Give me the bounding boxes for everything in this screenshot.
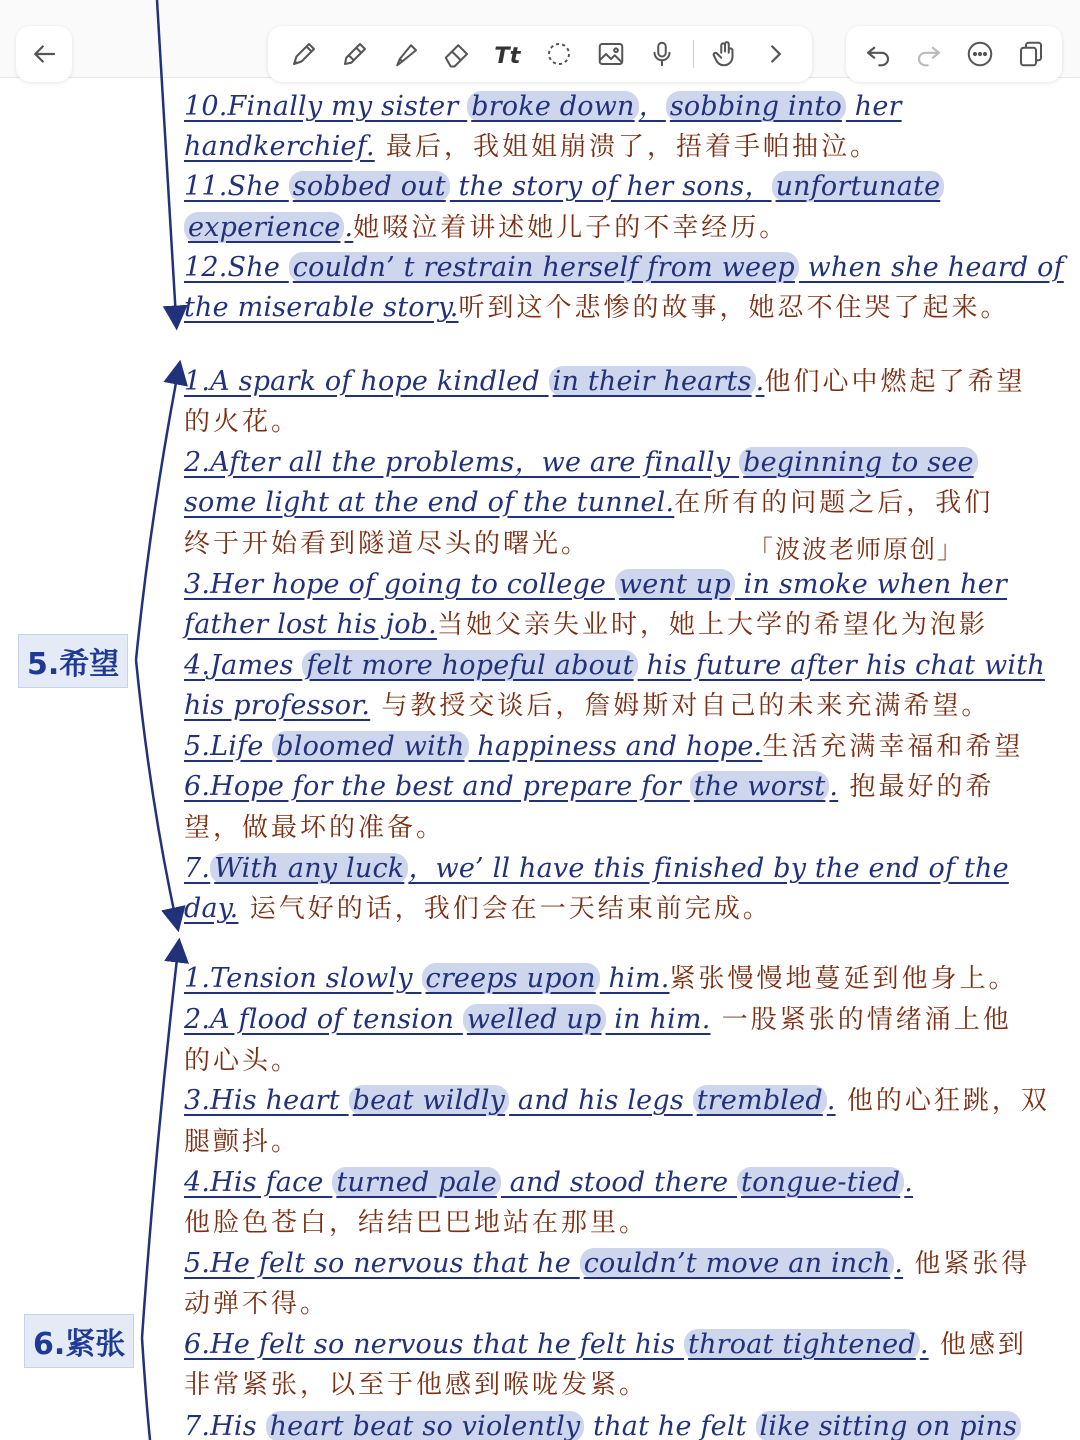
highlight: With any luck	[210, 853, 408, 884]
english-sentence: 2.After all the problems，we are finally beginning to see	[184, 447, 978, 478]
note-line	[184, 1328, 1027, 1362]
english-sentence: some light at the end of the tunnel.	[184, 487, 675, 518]
chinese-translation: 运气好的话，我们会在一天结束前完成。	[238, 894, 772, 924]
note-line	[184, 1247, 1030, 1281]
undo-icon[interactable]	[858, 34, 898, 74]
toolbar	[0, 0, 1080, 78]
highlight: sobbing into	[666, 91, 846, 122]
arrow-left-icon[interactable]	[24, 34, 64, 74]
note-line	[184, 90, 902, 124]
chinese-translation: 他的心狂跳，双	[835, 1086, 1050, 1116]
chinese-translation: 动弹不得。	[184, 1289, 330, 1319]
chinese-translation: 当她父亲失业时，她上大学的希望化为泡影	[436, 610, 988, 640]
english-sentence: 12.She couldn’ t restrain herself from weep when she heard of	[184, 252, 1064, 283]
chinese-translation: 听到这个悲惨的故事，她忍不住哭了起来。	[458, 293, 1010, 323]
image-icon[interactable]	[591, 34, 631, 74]
english-sentence: 1.Tension slowly creeps upon him.	[184, 963, 670, 994]
highlight: experience	[184, 212, 344, 243]
english-sentence: 4.James felt more hopeful about his future after his chat with	[184, 650, 1045, 681]
chinese-translation: 她啜泣着讲述她儿子的不幸经历。	[353, 213, 789, 243]
highlight: the worst	[690, 771, 830, 802]
chinese-translation: 他们心中燃起了希望	[764, 367, 1026, 397]
highlight: sobbed out	[289, 171, 450, 202]
chinese-translation: 他脸色苍白，结结巴巴地站在那里。	[184, 1208, 649, 1238]
note-line	[184, 892, 772, 926]
redo-icon[interactable]	[909, 34, 949, 74]
toolbar-divider	[693, 40, 694, 68]
pen-icon[interactable]	[284, 34, 324, 74]
chinese-translation: 紧张慢慢地蔓延到他身上。	[669, 964, 1018, 994]
chinese-translation: 最后，我姐姐崩溃了，捂着手帕抽泣。	[374, 132, 880, 162]
highlight: broke down	[467, 91, 638, 122]
highlight: trembled	[693, 1085, 827, 1116]
note-line	[184, 1206, 648, 1240]
highlight: couldn’ t restrain herself from weep	[289, 252, 799, 283]
chinese-translation: 非常紧张，以至于他感到喉咙发紧。	[184, 1370, 649, 1400]
back-button[interactable]	[16, 26, 72, 82]
note-line	[184, 130, 879, 164]
chevron-right-icon[interactable]	[756, 34, 796, 74]
english-sentence: father lost his job.	[184, 609, 437, 640]
english-sentence: 11.She sobbed out the story of her sons， unfortunate	[184, 171, 944, 202]
svg-text:Tt: Tt	[494, 42, 521, 69]
english-sentence: 3.His heart beat wildly and his legs trembled .	[184, 1085, 836, 1116]
text-icon[interactable]	[488, 34, 528, 74]
english-sentence: 6.He felt so nervous that he felt his throat tightened .	[184, 1329, 929, 1360]
english-sentence: 6.Hope for the best and prepare for the worst .	[184, 771, 839, 802]
eraser-icon[interactable]	[437, 34, 477, 74]
note-line	[184, 527, 590, 561]
chinese-translation: 他紧张得	[903, 1249, 1031, 1279]
note-line	[184, 568, 1007, 602]
english-sentence: 5.Life bloomed with happiness and hope.	[184, 731, 763, 762]
pages-icon[interactable]	[1011, 34, 1051, 74]
note-line	[184, 770, 994, 804]
note-line	[184, 649, 1045, 683]
english-sentence: 4.His face turned pale and stood there tongue-tied .	[184, 1167, 914, 1198]
note-line	[184, 1166, 913, 1200]
highlight: went up	[615, 569, 735, 600]
note-line	[184, 1084, 1050, 1118]
note-canvas[interactable]	[0, 78, 1080, 1440]
english-sentence: 3.Her hope of going to college went up in smoke when her	[184, 569, 1008, 600]
note-line	[184, 1287, 329, 1321]
highlight: in their hearts	[549, 366, 756, 397]
chinese-translation: 的火花。	[184, 407, 301, 437]
chinese-translation: 在所有的问题之后，我们	[674, 488, 994, 518]
note-line	[184, 405, 300, 439]
chinese-translation: 望，做最坏的准备。	[184, 813, 446, 843]
note-line	[184, 730, 1023, 764]
chinese-translation: 他感到	[928, 1330, 1027, 1360]
chinese-translation: 一股紧张的情绪涌上他	[710, 1005, 1012, 1035]
chinese-translation: 抱最好的希	[838, 772, 995, 802]
highlight: throat tightened	[684, 1329, 920, 1360]
highlight: turned pale	[332, 1167, 501, 1198]
note-line	[184, 689, 990, 723]
note-line	[184, 811, 445, 845]
english-sentence: 10.Finally my sister broke down ， sobbing into her	[184, 91, 902, 122]
note-line	[184, 1410, 1021, 1440]
chinese-translation: 的心头。	[184, 1046, 301, 1076]
highlight: unfortunate	[772, 171, 945, 202]
microphone-icon[interactable]	[642, 34, 682, 74]
english-sentence: 2.A flood of tension welled up in him.	[184, 1004, 711, 1035]
touch-draw-icon[interactable]	[705, 34, 745, 74]
highlight: couldn’t move an inch	[580, 1248, 895, 1279]
note-line	[184, 486, 993, 520]
english-sentence: day.	[184, 893, 239, 924]
note-line	[184, 962, 1018, 996]
section-label-tension: 6.紧张	[24, 1314, 134, 1368]
note-line	[184, 291, 1010, 325]
note-line	[184, 446, 978, 480]
highlight: beginning to see	[739, 447, 978, 478]
english-sentence: 7.His heart beat so violently that he felt like sitting on pins	[184, 1411, 1021, 1440]
highlight: tongue-tied	[737, 1167, 904, 1198]
pencil-icon[interactable]	[335, 34, 375, 74]
highlight: creeps upon	[422, 963, 600, 994]
document-actions	[846, 26, 1062, 82]
note-line	[184, 608, 988, 642]
chinese-translation: 与教授交谈后，詹姆斯对自己的未来充满希望。	[370, 691, 991, 721]
drawing-tools	[268, 26, 812, 82]
marker-icon[interactable]	[386, 34, 426, 74]
lasso-icon[interactable]	[539, 34, 579, 74]
english-sentence: 5.He felt so nervous that he couldn’t move an inch .	[184, 1248, 904, 1279]
note-line	[184, 1125, 300, 1159]
chinese-translation: 生活充满幸福和希望	[762, 732, 1024, 762]
author-credit: 「波波老师原创」	[748, 535, 965, 564]
chinese-translation: 终于开始看到隧道尽头的曙光。	[184, 529, 591, 559]
note-line	[184, 852, 1009, 886]
more-icon[interactable]	[960, 34, 1000, 74]
highlight: welled up	[463, 1004, 606, 1035]
english-sentence: his professor.	[184, 690, 371, 721]
highlight: felt more hopeful about	[302, 650, 637, 681]
highlight: beat wildly	[349, 1085, 510, 1116]
note-line	[184, 365, 1025, 399]
note-line	[184, 1003, 1012, 1037]
note-line	[184, 1044, 300, 1078]
highlight: heart beat so violently	[266, 1411, 585, 1440]
note-line	[184, 211, 788, 245]
highlight: bloomed with	[272, 731, 468, 762]
english-sentence: 7. With any luck ，we’ ll have this finished by the end of the	[184, 853, 1009, 884]
highlight: like sitting on pins	[756, 1411, 1022, 1440]
english-sentence: the miserable story.	[184, 292, 459, 323]
english-sentence: experience .	[184, 212, 353, 243]
section-label-hope: 5.希望	[18, 634, 128, 688]
note-line	[184, 251, 1064, 285]
english-sentence: handkerchief.	[184, 131, 375, 162]
chinese-translation: 腿颤抖。	[184, 1127, 301, 1157]
note-line	[184, 170, 944, 204]
note-line	[184, 1368, 648, 1402]
english-sentence: 1.A spark of hope kindled in their hearts .	[184, 366, 765, 397]
